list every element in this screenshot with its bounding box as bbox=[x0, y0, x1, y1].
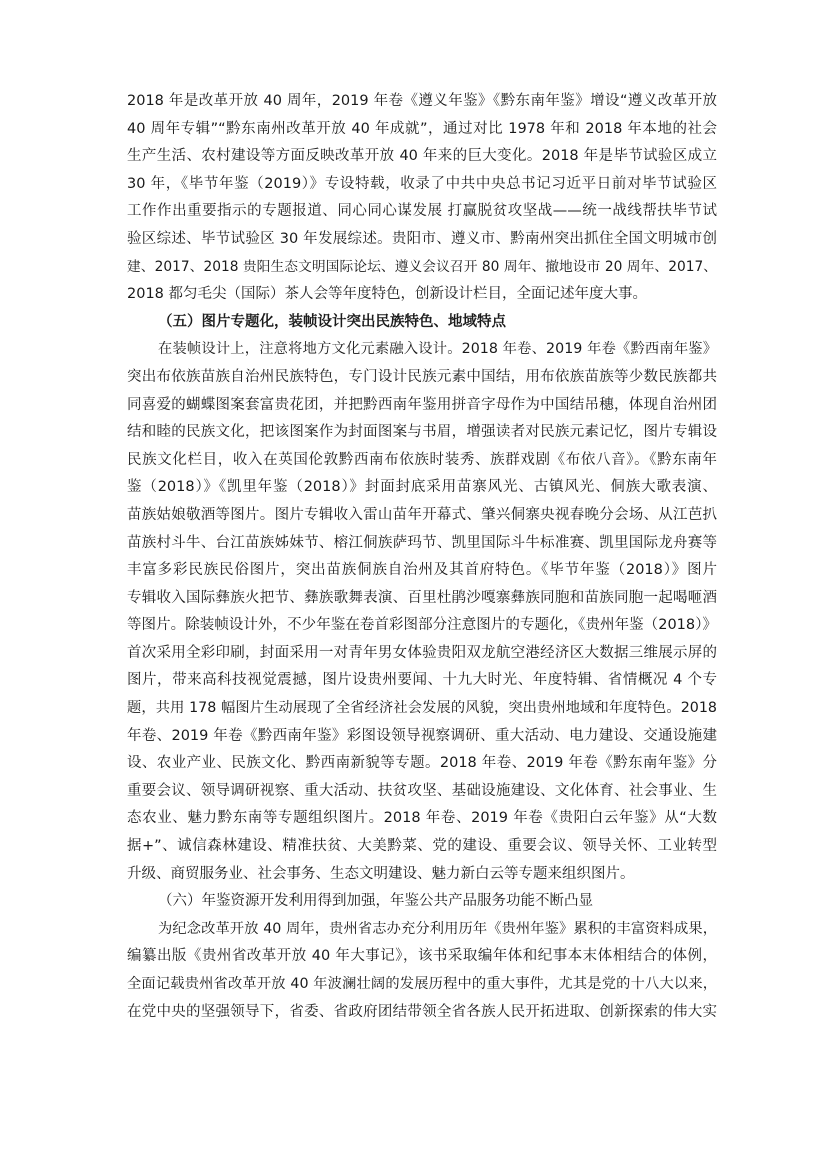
paragraph-line: 民族文化栏目，收入在英国伦敦黔西南布依族时装秀、族群戏剧《布依八音》。《黔东南年 bbox=[127, 451, 717, 468]
paragraph-line: 编纂出版《贵州省改革开放 40 年大事记》，该书采取编年体和纪事本末体相结合的体例， bbox=[127, 948, 717, 965]
section-heading: （六）年鉴资源开发利用得到加强，年鉴公共产品服务功能不断凸显 bbox=[158, 893, 593, 910]
paragraph-line: 苗族姑娘敬酒等图片。图片专辑收入雷山苗年开幕式、肇兴侗寨央视春晚分会场、从江芭扒 bbox=[127, 506, 717, 523]
document-body bbox=[127, 88, 717, 1026]
paragraph-line: 突出布依族苗族自治州民族特色，专门设计民族元素中国结，用布依族苗族等少数民族都共 bbox=[127, 368, 717, 385]
paragraph-line: 全面记载贵州省改革开放 40 年波澜壮阔的发展历程中的重大事件，尤其是党的十八大以来， bbox=[127, 976, 717, 992]
paragraph-line: 首次采用全彩印刷，封面采用一对青年男女体验贵阳双龙航空港经济区大数据三维展示屏的 bbox=[127, 644, 717, 661]
paragraph-line: 重要会议、领导调研视察、重大活动、扶贫攻坚、基础设施建设、文化体育、社会事业、生 bbox=[127, 782, 717, 799]
paragraph-line: 40 周年专辑”“黔东南州改革开放 40 年成就”，通过对比 1978 年和 2018 年本地的社会 bbox=[127, 120, 717, 137]
paragraph-line: 态农业、魅力黔东南等专题组织图片。2018 年卷、2019 年卷《贵阳白云年鉴》从“大数 bbox=[127, 810, 717, 827]
paragraph-line: 建、2017、2018 贵阳生态文明国际论坛、遵义会议召开 80 周年、撤地设市 20 周年、2017、 bbox=[127, 258, 717, 275]
section-heading: （五）图片专题化，装帧设计突出民族特色、地域特点 bbox=[158, 313, 506, 330]
paragraph-line: 2018 年是改革开放 40 周年，2019 年卷《遵义年鉴》《黔东南年鉴》增设“遵义改革开放 bbox=[127, 93, 717, 109]
paragraph-line: 图片，带来高科技视觉震撼，图片设贵州要闻、十九大时光、年度特辑、省情概况 4 个专 bbox=[127, 672, 717, 689]
paragraph-line: 工作作出重要指示的专题报道、同心同心谋发展 打赢脱贫攻坚战——统一战线帮扶毕节试 bbox=[127, 203, 717, 220]
paragraph-line: 鉴（2018）》《凯里年鉴（2018）》封面封底采用苗寨风光、古镇风光、侗族大歌表演、 bbox=[127, 479, 717, 496]
paragraph-line: 题，共用 178 幅图片生动展现了全省经济社会发展的风貌，突出贵州地域和年度特色。2018 bbox=[127, 700, 717, 717]
paragraph-line: 为纪念改革开放 40 周年，贵州省志办充分利用历年《贵州年鉴》累积的丰富资料成果， bbox=[158, 920, 717, 937]
paragraph-line: 生产生活、农村建设等方面反映改革开放 40 年来的巨大变化。2018 年是毕节试验区成立 bbox=[127, 148, 717, 165]
paragraph-line: 在党中央的坚强领导下，省委、省政府团结带领全省各族人民开拓进取、创新探索的伟大实 bbox=[127, 1003, 717, 1020]
paragraph-line: 在装帧设计上，注意将地方文化元素融入设计。2018 年卷、2019 年卷《黔西南年鉴》 bbox=[158, 341, 717, 358]
paragraph-line: 设、农业产业、民族文化、黔西南新貌等专题。2018 年卷、2019 年卷《黔东南年鉴》分 bbox=[127, 755, 717, 772]
paragraph-line: 等图片。除装帧设计外，不少年鉴在卷首彩图部分注意图片的专题化，《贵州年鉴（2018）》 bbox=[127, 617, 717, 634]
paragraph-line: 据+”、诚信森林建设、精准扶贫、大美黔菜、党的建设、重要会议、领导关怀、工业转型 bbox=[127, 838, 717, 855]
paragraph-line: 专辑收入国际彝族火把节、彝族歌舞表演、百里杜鹃沙嘎寨彝族同胞和苗族同胞一起喝咂酒 bbox=[127, 589, 717, 606]
paragraph-line: 2018 都匀毛尖（国际）茶人会等年度特色，创新设计栏目，全面记述年度大事。 bbox=[127, 286, 648, 303]
paragraph-line: 同喜爱的蝴蝶图案套富贵花团，并把黔西南年鉴用拼音字母作为中国结吊穗，体现自治州团 bbox=[127, 396, 717, 413]
paragraph-line: 验区综述、毕节试验区 30 年发展综述。贵阳市、遵义市、黔南州突出抓住全国文明城市创 bbox=[127, 230, 717, 247]
paragraph-line: 苗族村斗牛、台江苗族姊妹节、榕江侗族萨玛节、凯里国际斗牛标准赛、凯里国际龙舟赛等 bbox=[127, 534, 717, 551]
paragraph-line: 丰富多彩民族民俗图片，突出苗族侗族自治州及其首府特色。《毕节年鉴（2018）》图片 bbox=[127, 562, 717, 579]
paragraph-line: 30 年，《毕节年鉴（2019）》专设特载，收录了中共中央总书记习近平日前对毕节试验区 bbox=[127, 175, 717, 192]
paragraph-line: 结和睦的民族文化，把该图案作为封面图案与书眉，增强读者对民族元素记忆，图片专辑设 bbox=[127, 424, 717, 441]
paragraph-line: 年卷、2019 年卷《黔西南年鉴》彩图设领导视察调研、重大活动、电力建设、交通设施建 bbox=[127, 727, 717, 744]
paragraph-line: 升级、商贸服务业、社会事务、生态文明建设、魅力新白云等专题来组织图片。 bbox=[127, 865, 635, 882]
